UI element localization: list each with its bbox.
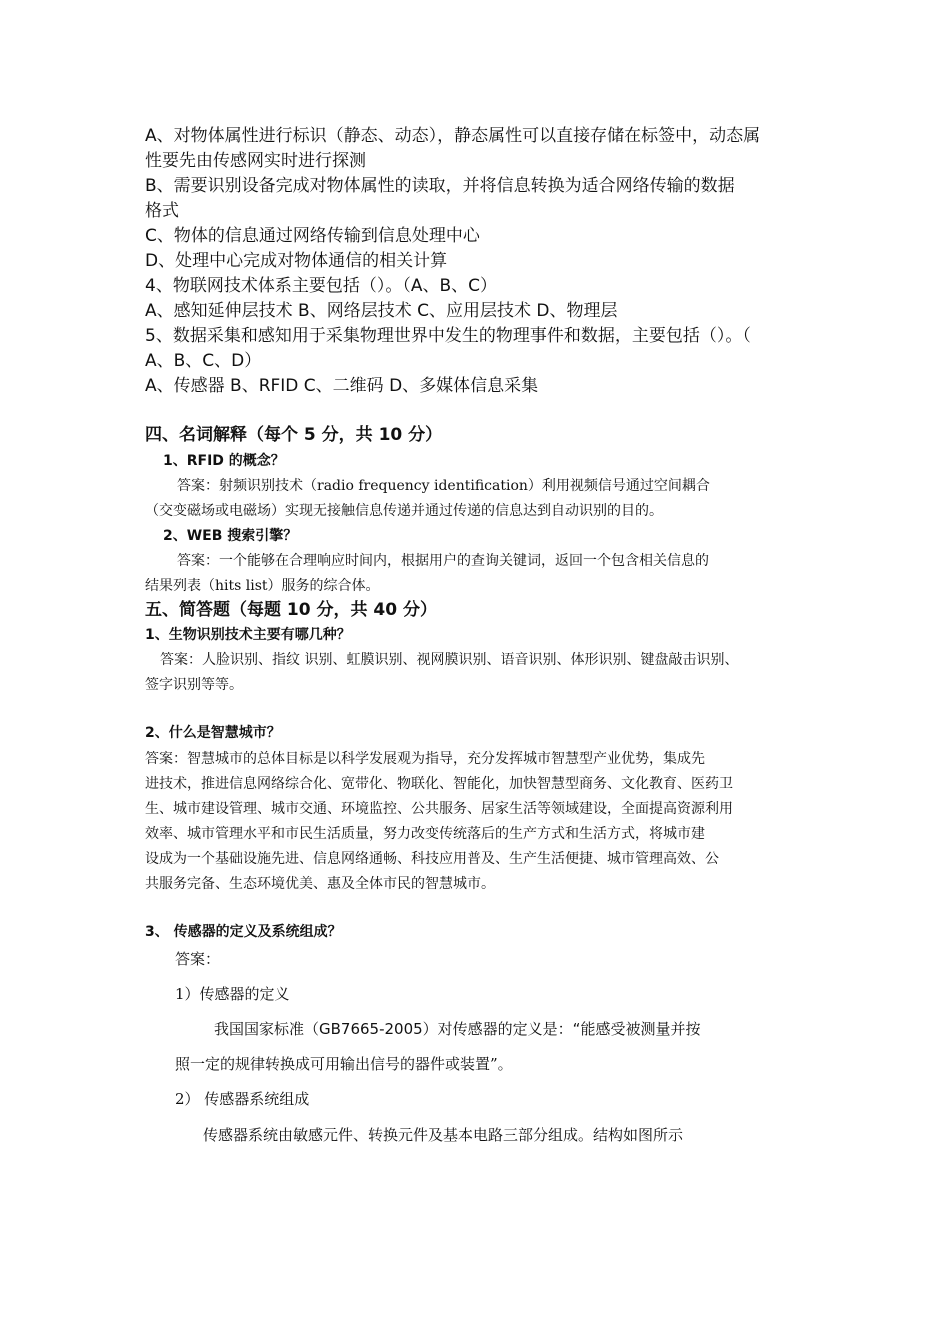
option-b-line1: B、需要识别设备完成对物体属性的读取，并将信息转换为适合网络传输的数据 bbox=[145, 176, 735, 196]
section-5-a3-sub2: 2） 传感器系统组成 bbox=[175, 1090, 310, 1108]
section-5-a2-line1: 答案：智慧城市的总体目标是以科学发展观为指导，充分发挥城市智慧型产业优势，集成先 bbox=[145, 751, 705, 767]
question-5-line1: 5、数据采集和感知用于采集物理世界中发生的物理事件和数据，主要包括（）。（ bbox=[145, 326, 751, 346]
option-a-line1: A、对物体属性进行标识（静态、动态），静态属性可以直接存储在标签中，动态属 bbox=[145, 126, 761, 146]
section-5-a3-sub1: 1）传感器的定义 bbox=[175, 985, 290, 1003]
section-5-q3: 3、 传感器的定义及系统组成？ bbox=[145, 924, 342, 940]
section-4-a2-line1: 答案：一个能够在合理响应时间内，根据用户的查询关键词，返回一个包含相关信息的 bbox=[177, 553, 709, 569]
question-4-options: A、感知延伸层技术 B、网络层技术 C、应用层技术 D、物理层 bbox=[145, 301, 618, 321]
section-4-a1-line1: 答案：射频识别技术（radio frequency identification）利用视频信号通过空间耦合 bbox=[177, 478, 710, 494]
section-5-a3-text1-line1: 我国国家标准（GB7665-2005）对传感器的定义是：“能感受被测量并按 bbox=[214, 1020, 701, 1038]
section-5-a2-line5: 设成为一个基础设施先进、信息网络通畅、科技应用普及、生产生活便捷、城市管理高效、公 bbox=[145, 851, 719, 867]
section-5-a3-text2: 传感器系统由敏感元件、转换元件及基本电路三部分组成。结构如图所示 bbox=[203, 1126, 684, 1144]
question-5-options: A、传感器 B、RFID C、二维码 D、多媒体信息采集 bbox=[145, 376, 539, 396]
section-4-a1-line2: （交变磁场或电磁场）实现无接触信息传递并通过传递的信息达到自动识别的目的。 bbox=[145, 503, 663, 519]
section-5-a2-line3: 生、城市建设管理、城市交通、环境监控、公共服务、居家生活等领域建设，全面提高资源利用 bbox=[145, 801, 733, 817]
option-a-line2: 性要先由传感网实时进行探测 bbox=[145, 151, 366, 171]
section-5-title: 五、简答题（每题 10 分，共 40 分） bbox=[145, 600, 437, 620]
option-b-line2: 格式 bbox=[145, 201, 179, 221]
question-5-line2: A、B、C、D） bbox=[145, 351, 262, 371]
section-5-a3-text1-line2: 照一定的规律转换成可用输出信号的器件或装置”。 bbox=[175, 1055, 513, 1073]
section-5-q1: 1、生物识别技术主要有哪几种？ bbox=[145, 627, 351, 643]
section-5-a3-label: 答案： bbox=[175, 950, 221, 968]
section-5-a1-line2: 签字识别等等。 bbox=[145, 677, 243, 693]
section-5-q2: 2、什么是智慧城市？ bbox=[145, 725, 281, 741]
option-c: C、物体的信息通过网络传输到信息处理中心 bbox=[145, 226, 480, 246]
section-4-q1: 1、RFID 的概念？ bbox=[163, 453, 285, 469]
section-4-q2: 2、WEB 搜索引擎？ bbox=[163, 528, 298, 544]
section-5-a2-line4: 效率、城市管理水平和市民生活质量，努力改变传统落后的生产方式和生活方式，将城市建 bbox=[145, 826, 705, 842]
option-d: D、处理中心完成对物体通信的相关计算 bbox=[145, 251, 448, 271]
section-5-a1-line1: 答案：人脸识别、指纹 识别、虹膜识别、视网膜识别、语音识别、体形识别、键盘敲击识别、 bbox=[160, 652, 739, 668]
question-4: 4、物联网技术体系主要包括（）。（A、B、C） bbox=[145, 276, 497, 296]
section-4-title: 四、名词解释（每个 5 分，共 10 分） bbox=[145, 425, 443, 445]
section-5-a2-line2: 进技术，推进信息网络综合化、宽带化、物联化、智能化，加快智慧型商务、文化教育、医药卫 bbox=[145, 776, 733, 792]
section-4-a2-line2: 结果列表（hits list）服务的综合体。 bbox=[145, 578, 380, 594]
section-5-a2-line6: 共服务完备、生态环境优美、惠及全体市民的智慧城市。 bbox=[145, 876, 495, 892]
